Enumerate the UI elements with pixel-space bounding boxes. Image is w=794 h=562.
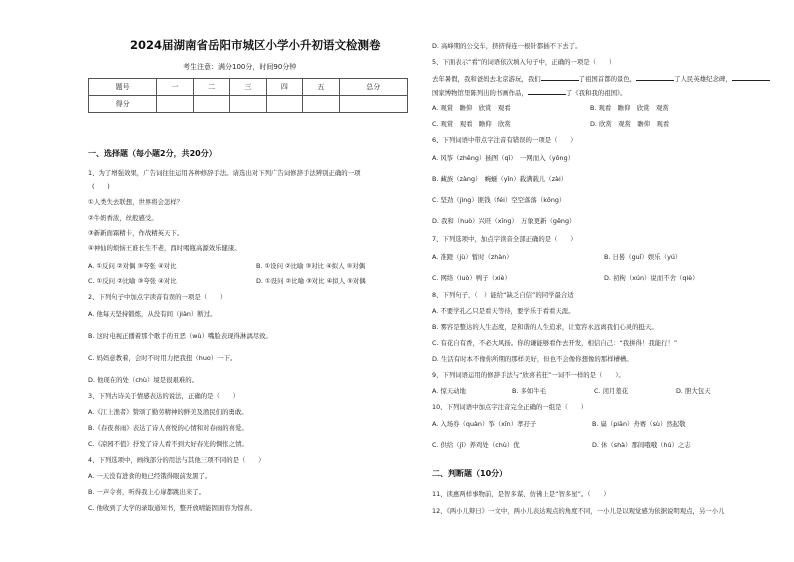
list-item: ①人类失去联想，世界将会怎样？ bbox=[88, 198, 184, 206]
text-segment: 去年暑假，我和爸妈去北京游玩，我们 bbox=[432, 75, 541, 83]
list-item: ③新新面霜精卡，作战精英天下。 bbox=[88, 229, 184, 237]
option: D. 休（shà）那间哦哦（hú）之志 bbox=[592, 441, 691, 449]
option: D. ①设问 ②比喻 ③对比 ④拟人 ⑤对偶 bbox=[256, 277, 366, 285]
question-9: 9、下列词语运用的修辞手法与“欣喜若狂”一词不一样的是（ ）。 bbox=[432, 371, 625, 379]
question-4: 4、下列选项中，画线部分的用法与其他三项不同的是（ ） bbox=[88, 456, 265, 464]
blank-line bbox=[732, 74, 770, 81]
section-heading-judgement: 二、判断题（10分） bbox=[432, 469, 508, 478]
blank-line bbox=[636, 74, 674, 81]
question-2: 2、下列句子中加点字读音有误的一项是（ ） bbox=[88, 293, 227, 301]
list-item: ④神仙的烦恼王谁长生不老，酉时喝瓶高源效乐健康。 bbox=[88, 244, 241, 252]
option: A. 他每天坚持锻炼，从没有间（jiàn）断过。 bbox=[88, 310, 217, 318]
question-3: 3、下列古诗关于情感表达的说法，正确的是（ ） bbox=[88, 392, 240, 400]
option: A. 惊天动地 bbox=[432, 387, 466, 395]
option: C. 坚劲（jìng）匪钱（féi）空空落落（kōng） bbox=[432, 196, 566, 204]
score-cell: 三 bbox=[230, 79, 266, 96]
option: B. 多如牛毛 bbox=[512, 387, 547, 395]
option: D. 初枸（xún）说而不舍（qiè） bbox=[604, 274, 699, 282]
section-heading-choice: 一、选择题（每小题2分，共20分） bbox=[88, 149, 217, 158]
question-12: 12、《两小儿辩日》一文中，两小儿表达观点的角度不同，一小儿是以观觉感为依据说明观点，另一小儿 bbox=[432, 507, 725, 515]
option: B. 雾容是整达的人生态度，是和谐的人生追求，让宽容永远离我们心灵的挺天。 bbox=[432, 323, 658, 331]
fill-in-line bbox=[432, 88, 627, 97]
blank-line bbox=[541, 74, 579, 81]
score-table bbox=[88, 78, 408, 113]
score-table-header-row bbox=[89, 79, 408, 96]
option: B. 日晷（guǐ）娱乐（yú） bbox=[604, 253, 682, 261]
option: A. 一天没有进食的他已经饿得眼前发黑了。 bbox=[88, 472, 212, 480]
score-cell bbox=[157, 96, 193, 113]
text-segment: 了人民英雄纪念碑， bbox=[674, 75, 732, 83]
score-cell bbox=[339, 96, 407, 113]
question-6: 6、下列词语中带点字注音有错误的一项是（ ） bbox=[432, 136, 577, 144]
text-segment: 了《我和我的祖国》。 bbox=[565, 89, 627, 97]
text-segment: 了祖国首都的景色， bbox=[578, 75, 637, 83]
blank-line bbox=[528, 88, 566, 95]
question-10: 10、下列词语中加点字注音完全正确的一组是（ ） bbox=[432, 403, 588, 411]
text-segment: 国家博物馆里陈列出的书画作品， bbox=[432, 89, 528, 97]
option: B. ①设问 ②比喻 ③对比 ④拟人 ⑤对偶 bbox=[256, 262, 366, 270]
exam-notice: 考生注意：满分100分，时间90分钟 bbox=[183, 63, 297, 71]
fill-in-line bbox=[432, 74, 770, 83]
score-cell: 得分 bbox=[89, 96, 157, 113]
option: A. ①反问 ②对偶 ③夸张 ④对比 bbox=[88, 262, 177, 270]
question-11: 11、读惠两样事物前，是智多谋、仿佛上是“智多星”。（ ） bbox=[432, 490, 610, 498]
option: C. 供给（jǐ）养鸡处（chù）优 bbox=[432, 441, 520, 449]
score-cell: 四 bbox=[266, 79, 302, 96]
option: A.《江上渔者》赞颂了勤劳精神的鲜美及渔民们的勇敢。 bbox=[88, 408, 248, 416]
option: A. 不要学孔乙只是看天等待，要学乐于看看天涯。 bbox=[432, 307, 575, 315]
option: B. 扁（piān）舟赛（sù）然起敬 bbox=[592, 420, 686, 428]
score-cell bbox=[266, 96, 302, 113]
option: D. 胆大包天 bbox=[676, 387, 711, 395]
option: B. 藏族（zàng） 蜿蜒（yǐn）载满载儿（zài） bbox=[432, 175, 568, 183]
option: C. 妈妈意教着，会时不时用力把我扭（huo）一下。 bbox=[88, 354, 237, 362]
option: C. 网络（luò）鸭子（xiè） bbox=[432, 274, 511, 282]
option: C.《凉园不值》抒发了诗人看不到大好春光的惆怅之情。 bbox=[88, 440, 248, 448]
score-cell: 五 bbox=[303, 79, 339, 96]
option: A. 风筝（zhēng）插图（qǐ） 一网而入（yǒng） bbox=[432, 154, 575, 162]
option: D. 生活有时本不像你所期的那样美好，但也不会像你想像的那样槽槽。 bbox=[432, 355, 633, 363]
score-cell bbox=[230, 96, 266, 113]
option: A. 观赏 瞻仰 欣赏 观看 bbox=[432, 104, 511, 112]
answer-bracket: ( ) bbox=[92, 182, 110, 190]
option: C. 他收到了大学的录取通知书，整开放晴能固面容为惊喜。 bbox=[88, 504, 257, 512]
list-item: ②牛奶香浓，丝般感受。 bbox=[88, 214, 158, 222]
option: A. 入场券（quàn）筝（xīn）孝孖子 bbox=[432, 420, 537, 428]
option: D. 高峰期的公交车，挤挤得连一根针都插不下去了。 bbox=[432, 42, 582, 50]
option: C. 观赏 观看 瞻仰 欣赏 bbox=[432, 120, 511, 128]
score-cell bbox=[193, 96, 229, 113]
question-1: 1、为了增强效果，广告词往往运用各种修辞手法。请选出对下列广告词修辞手法辨别正确的一项 bbox=[88, 169, 361, 177]
question-7: 7、下列选项中，加点字读音全部正确的是（ ） bbox=[432, 235, 577, 243]
option: A. 准蹬（jù）暂时（zhàn） bbox=[432, 253, 513, 261]
option: D. 他现在的处（chù）境是很艰难的。 bbox=[88, 376, 199, 384]
option: D. 欣赏 观赏 瞻仰 观看 bbox=[590, 120, 670, 128]
score-cell: 一 bbox=[157, 79, 193, 96]
option: C. 闭月羞花 bbox=[594, 387, 629, 395]
option: B. 观看 瞻仰 欣赏 观赏 bbox=[590, 104, 669, 112]
exam-title: 2024届湖南省岳阳市城区小学小升初语文检测卷 bbox=[130, 38, 381, 52]
option: B. 一声令喜，听得我上心扉都跳出来了。 bbox=[88, 488, 206, 496]
score-cell: 题号 bbox=[89, 79, 157, 96]
question-8: 8、下列句子，（ ）能给“缺乏自信”的同学最合适 bbox=[432, 291, 574, 299]
option: B.《春夜喜雨》表达了诗人喜悦的心情和对春雨的喜爱。 bbox=[88, 424, 248, 432]
option: B. 这时电视正播着那个歌手的丑恶（wù）嘴脸表现得淋漓尽致。 bbox=[88, 332, 272, 340]
option: C. 有花自有香，不必大风扬。你的谦能够看作去开发，相信自己：“我拼得！我能行！” bbox=[432, 339, 678, 347]
score-cell: 总分 bbox=[339, 79, 407, 96]
score-cell: 二 bbox=[193, 79, 229, 96]
score-cell bbox=[303, 96, 339, 113]
score-table-score-row bbox=[89, 96, 408, 113]
question-5: 5、下面表示“看”的词语依次填入句子中，正确的一项是（ ） bbox=[432, 58, 616, 66]
option: C. ①反问 ②比喻 ③夸张 ④对比 bbox=[88, 277, 177, 285]
option: D. 我和（huò）兴旺（xīng） 万象更新（gēng） bbox=[432, 217, 576, 225]
